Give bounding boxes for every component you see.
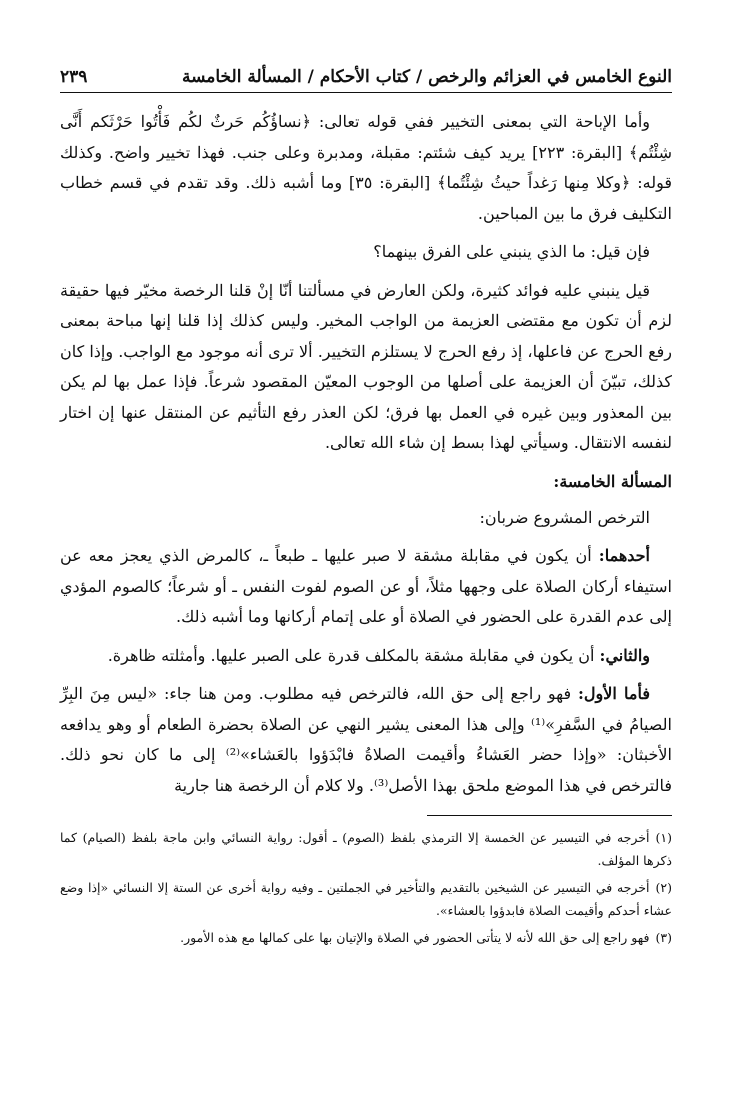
footnote-3-number: (٣): [655, 930, 672, 945]
footnote-1-number: (١): [655, 830, 672, 845]
footnote-2: [60, 876, 672, 922]
footnote-3-text: فهو راجع إلى حق الله لأنه لا يتأتى الحضور في الصلاة والإتيان بها على كمالها مع هذه الأمور.: [180, 930, 650, 945]
paragraph-6: [60, 641, 672, 672]
running-header: [60, 66, 672, 93]
paragraph-7-text: فهو راجع إلى حق الله، فالترخص فيه مطلوب. ومن هنا جاء: «ليس مِنَ البِرِّ الصيامُ في السَّفرِ»⁽¹⁾ وإلى هذا المعنى يشير النهي عن الصلاة بحضرة الطعام أو وهو يدافعه الأخبثان: «وإذا حضر العَشاءُ وأقيمت الصلاةُ فابْدَؤوا بالعَشاء»⁽²⁾ إلى ما كان نحو ذلك. فالترخص في هذا الموضع ملحق بهذا الأصل⁽³⁾. ولا كلام أن الرخصة هنا جارية: [60, 684, 673, 795]
footnotes: [60, 826, 672, 949]
paragraph-6-lead: والثاني:: [599, 645, 650, 665]
footnote-2-text: أخرجه في التيسير عن الشيخين بالتقديم والتأخير في الجملتين ـ وفيه رواية أخرى عن الستة إلا النسائي «إذا وضع عشاء أحدكم وأقيمت الصلاة فابدؤوا بالعشاء».: [60, 880, 672, 918]
paragraph-7-lead: فأما الأول:: [577, 684, 650, 703]
footnote-3: [60, 926, 672, 949]
page-number: ٢٣٩: [60, 67, 88, 87]
paragraph-6-text: أن يكون في مقابلة مشقة بالمكلف قدرة على الصبر عليها. وأمثلته ظاهرة.: [107, 645, 600, 665]
paragraph-3: قيل ينبني عليه فوائد كثيرة، ولكن العارض في مسألتنا أنّا إنْ قلنا الرخصة مخيّر فيها حقيقة لزم أن تكون مع مقتضى العزيمة من الواجب المخير. وليس كذلك إذا قلنا إنها مباحة بمعنى رفع الحرج عن فاعلها، إذ رفع الحرج لا يستلزم التخيير. ألا ترى أنه موجود مع الواجب. وإذا كان كذلك، تبيّنَ أن العزيمة على أصلها من الوجوب المعيّن المقصود شرعاً. فإذا عمل بها لم يكن بين المعذور وبين غيره في العمل بها فرق؛ لكن العذر رفع التأثيم عن المنتقل عنها إن اختار لنفسه الانتقال. وسيأتي لهذا بسط إن شاء الله تعالى.: [60, 280, 672, 452]
footnote-1: [60, 826, 672, 872]
main-text: [60, 107, 672, 801]
paragraph-4: الترخص المشروع ضربان:: [479, 507, 650, 527]
paragraph-5-text: أن يكون في مقابلة مشقة لا صبر عليها ـ طبعاً ـ، كالمرض الذي يعجز معه عن استيفاء أركان الصلاة على وجهها مثلاً، أو عن الصوم لفوت النفس ـ أو شرعاً؛ كالصوم المؤدي إلى عدم القدرة على الحضور في الصلاة أو على إتمام أركانها وما أشبه ذلك.: [60, 546, 673, 626]
footnote-2-number: (٢): [655, 880, 672, 895]
footnote-separator: [427, 815, 672, 816]
paragraph-7: [60, 679, 672, 801]
paragraph-1: وأما الإباحة التي بمعنى التخيير ففي قوله تعالى: ﴿نساؤُكُم حَرثٌ لكُم فَأْتُوا حَرْثَكم أَنَّى شِئْتُم﴾ [البقرة: ٢٢٣] يريد كيف شئتم: مقبلة، ومدبرة وعلى جنب. فهذا تخيير واضح. وكذلك قوله: ﴿وكلا مِنها رَغداً حيثُ شِئْتُما﴾ [البقرة: ٣٥] وما أشبه ذلك. وقد تقدم في قسم خطاب التكليف فرق ما بين المباحين.: [60, 112, 672, 223]
paragraph-5: [60, 541, 672, 633]
footnote-1-text: أخرجه في التيسير عن الخمسة إلا الترمذي بلفظ (الصوم) ـ أقول: رواية النسائي وابن ماجة بلفظ (الصيام) كما ذكرها المؤلف.: [60, 830, 672, 868]
paragraph-2: فإن قيل: ما الذي ينبني على الفرق بينهما؟: [373, 242, 650, 261]
header-title: النوع الخامس في العزائم والرخص / كتاب الأحكام / المسألة الخامسة: [181, 67, 672, 87]
paragraph-5-lead: أحدهما:: [598, 546, 650, 565]
section-heading: المسألة الخامسة:: [553, 471, 672, 491]
